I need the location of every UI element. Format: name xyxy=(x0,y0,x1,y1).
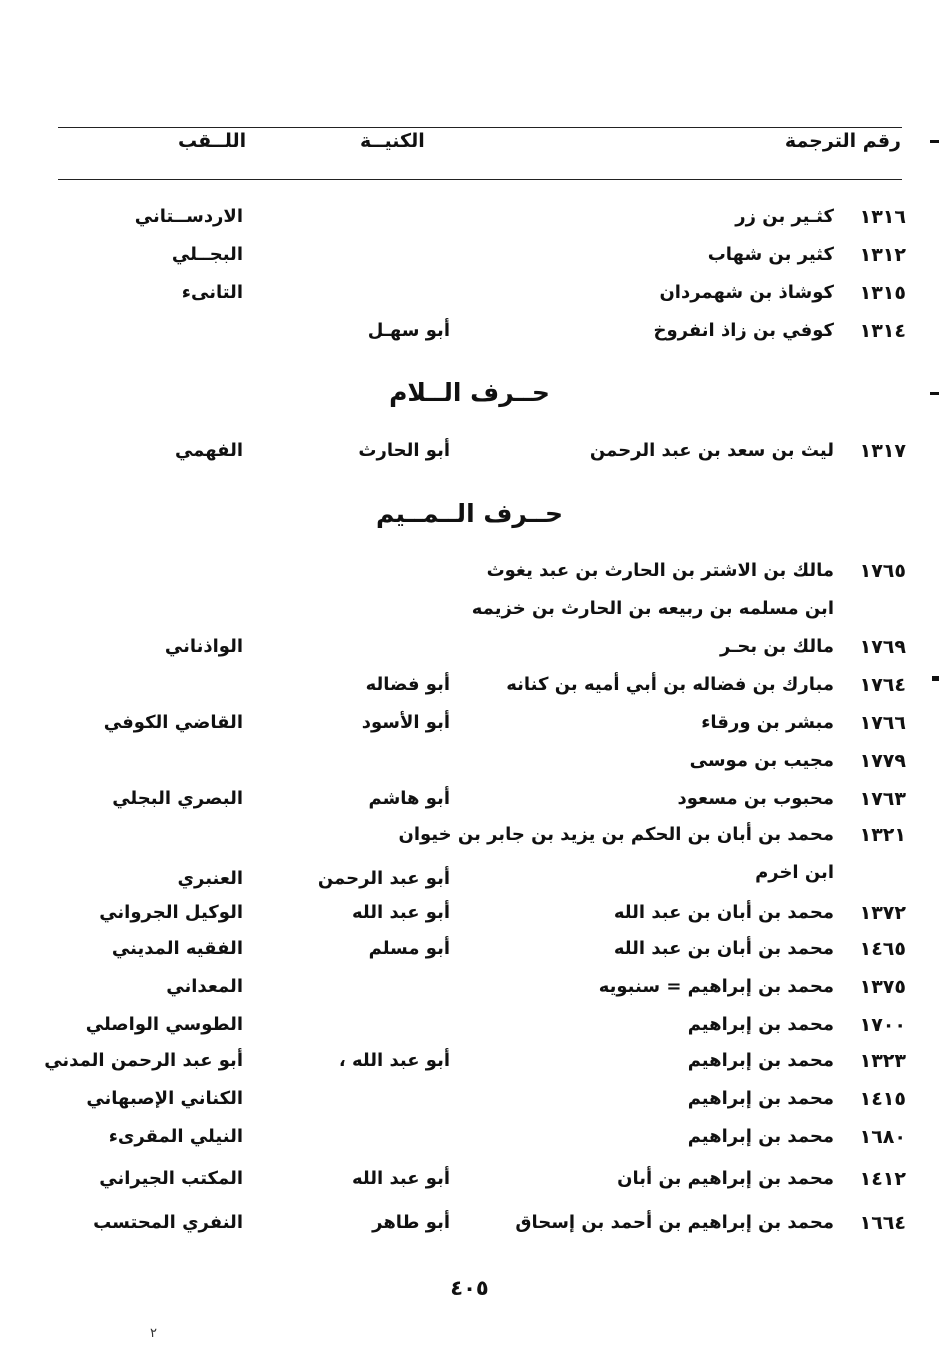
entry-laqab: الطوسي الواصلي xyxy=(85,1014,243,1035)
entry-number: ١٣٧٥ xyxy=(859,976,906,998)
entry-name: محمد بن إبراهيم xyxy=(687,1014,834,1035)
entry-row xyxy=(0,320,939,352)
section-heading-lam: حــرف الــلام xyxy=(389,378,550,407)
entry-number: ١٧٦٩ xyxy=(859,636,906,658)
entry-row xyxy=(0,560,939,592)
entry-name: محمد بن إبراهيم بن أحمد بن إسحاق xyxy=(515,1212,834,1233)
entry-row xyxy=(0,902,939,934)
entry-name: كوفي بن زاذ انفروخ xyxy=(653,320,834,341)
entry-row-values xyxy=(0,868,939,900)
entry-number: ١٤١٢ xyxy=(859,1168,906,1190)
scan-edge-mark xyxy=(932,676,939,681)
entry-name: محمد بن إبراهيم xyxy=(687,1050,834,1071)
entry-laqab: البجــلي xyxy=(171,244,243,265)
entry-row xyxy=(0,244,939,276)
entry-kunya: أبو عبد الله xyxy=(352,902,450,923)
entry-number: ١٣١٧ xyxy=(859,440,906,462)
entry-number: ١٧٦٥ xyxy=(859,560,906,582)
entry-name: محبوب بن مسعود xyxy=(677,788,834,809)
entry-name: محمد بن أبان بن الحكم بن يزيد بن جابر بن خيوان xyxy=(398,824,834,845)
entry-kunya: أبو عبد الله xyxy=(352,1168,450,1189)
column-header-number: رقم الترجمة xyxy=(784,130,901,152)
entry-laqab: التانىء xyxy=(181,282,243,303)
entry-number: ١٣١٥ xyxy=(859,282,906,304)
entry-laqab: الوكيل الجرواني xyxy=(99,902,243,923)
entry-kunya: أبو سهـل xyxy=(367,320,450,341)
entry-number: ١٧٦٤ xyxy=(859,674,906,696)
entry-name: ابن اخرم xyxy=(755,862,834,883)
entry-name: محمد بن إبراهيم xyxy=(687,1126,834,1147)
entry-laqab: العنبري xyxy=(177,868,243,889)
entry-name: محمد بن أبان بن عبد الله xyxy=(613,902,834,923)
entry-row xyxy=(0,1126,939,1158)
entry-laqab: الكناني الإصبهاني xyxy=(86,1088,243,1109)
entry-name: محمد بن أبان بن عبد الله xyxy=(613,938,834,959)
entry-number: ١٣١٦ xyxy=(859,206,906,228)
entry-number: ١٣١٤ xyxy=(859,320,906,342)
entry-name: ابن مسلمه بن ربيعه بن الحارث بن خزيمه xyxy=(471,598,834,619)
entry-number: ١٣٢١ xyxy=(859,824,906,846)
entry-name: مالك بن الاشتر بن الحارث بن عبد يغوث xyxy=(486,560,834,581)
entry-row xyxy=(0,824,939,856)
entry-number: ١٦٨٠ xyxy=(859,1126,906,1148)
entry-name: محمد بن إبراهيم بن أبان xyxy=(617,1168,834,1189)
entry-laqab: القاضي الكوفي xyxy=(103,712,243,733)
entry-row xyxy=(0,282,939,314)
entry-number: ١٤١٥ xyxy=(859,1088,906,1110)
entry-number: ١٤٦٥ xyxy=(859,938,906,960)
entry-number: ١٣٢٣ xyxy=(859,1050,906,1072)
entry-laqab: البصري البجلي xyxy=(112,788,243,809)
entry-kunya: أبو طاهر xyxy=(372,1212,450,1233)
entry-row xyxy=(0,1088,939,1120)
entry-name: كثـير بن زر xyxy=(735,206,834,227)
entry-name: مجيب بن موسى xyxy=(689,750,834,771)
scan-edge-mark xyxy=(930,392,939,395)
entry-kunya: أبو الحارث xyxy=(358,440,450,461)
page-number: ٤٠٥ xyxy=(450,1276,489,1300)
entry-kunya: أبو فضاله xyxy=(365,674,450,695)
entry-number: ١٣١٢ xyxy=(859,244,906,266)
entry-laqab: الاردســتاني xyxy=(134,206,243,227)
entry-row xyxy=(0,976,939,1008)
section-heading-mim: حــرف الــمــيم xyxy=(375,499,564,528)
entry-kunya: أبو عبد الرحمن xyxy=(317,868,450,889)
entry-row xyxy=(0,1050,939,1082)
entry-row xyxy=(0,440,939,472)
entry-row xyxy=(0,674,939,706)
entry-row xyxy=(0,712,939,744)
entry-number: ١٣٧٢ xyxy=(859,902,906,924)
entry-laqab: النيلي المقرىء xyxy=(108,1126,243,1147)
entry-name: محمد بن إبراهيم xyxy=(687,1088,834,1109)
entry-number: ١٧٦٣ xyxy=(859,788,906,810)
entry-row xyxy=(0,788,939,820)
entry-row-continuation xyxy=(0,598,939,630)
entry-number: ١٦٦٤ xyxy=(859,1212,906,1234)
entry-row xyxy=(0,750,939,782)
entry-kunya: أبو هاشم xyxy=(368,788,450,809)
entry-laqab: الفهمي xyxy=(174,440,243,461)
column-header-kunya: الكنيــة xyxy=(360,130,425,152)
entry-laqab: النفري المحتسب xyxy=(93,1212,243,1233)
entry-laqab: المكتب الجيراني xyxy=(99,1168,243,1189)
header-top-rule xyxy=(58,127,902,128)
entry-number: ١٧٧٩ xyxy=(859,750,906,772)
entry-number: ١٧٠٠ xyxy=(859,1014,906,1036)
entry-name: ليث بن سعد بن عبد الرحمن xyxy=(589,440,834,461)
entry-laqab: أبو عبد الرحمن المدني xyxy=(44,1050,243,1071)
entry-name: مالك بن بحـر xyxy=(720,636,834,657)
scan-edge-mark xyxy=(930,140,939,143)
entry-laqab: المعداني xyxy=(166,976,243,997)
entry-row xyxy=(0,1014,939,1046)
entry-kunya: أبو مسلم xyxy=(368,938,450,959)
header-bottom-rule xyxy=(58,179,902,180)
entry-row xyxy=(0,1212,939,1244)
entry-row xyxy=(0,1168,939,1200)
entry-name: محمد بن إبراهيم = سنبويه xyxy=(598,976,834,997)
entry-number: ١٧٦٦ xyxy=(859,712,906,734)
entry-name: كوشاذ بن شهمردان xyxy=(659,282,834,303)
entry-laqab: الفقيه المديني xyxy=(111,938,243,959)
entry-row xyxy=(0,206,939,238)
entry-name: مبارك بن فضاله بن أبي أميه بن كنانه xyxy=(506,674,834,695)
entry-row xyxy=(0,938,939,970)
column-header-laqab: اللــقب xyxy=(178,130,247,152)
entry-kunya: أبو عبد الله ، xyxy=(338,1050,450,1071)
entry-name: كثير بن شهاب xyxy=(707,244,834,265)
entry-laqab: الواذناني xyxy=(164,636,243,657)
entry-name: مبشر بن ورقاء xyxy=(701,712,834,733)
entry-row xyxy=(0,636,939,668)
entry-kunya: أبو الأسود xyxy=(361,712,450,733)
handwritten-mark: ٢ xyxy=(150,1326,157,1341)
